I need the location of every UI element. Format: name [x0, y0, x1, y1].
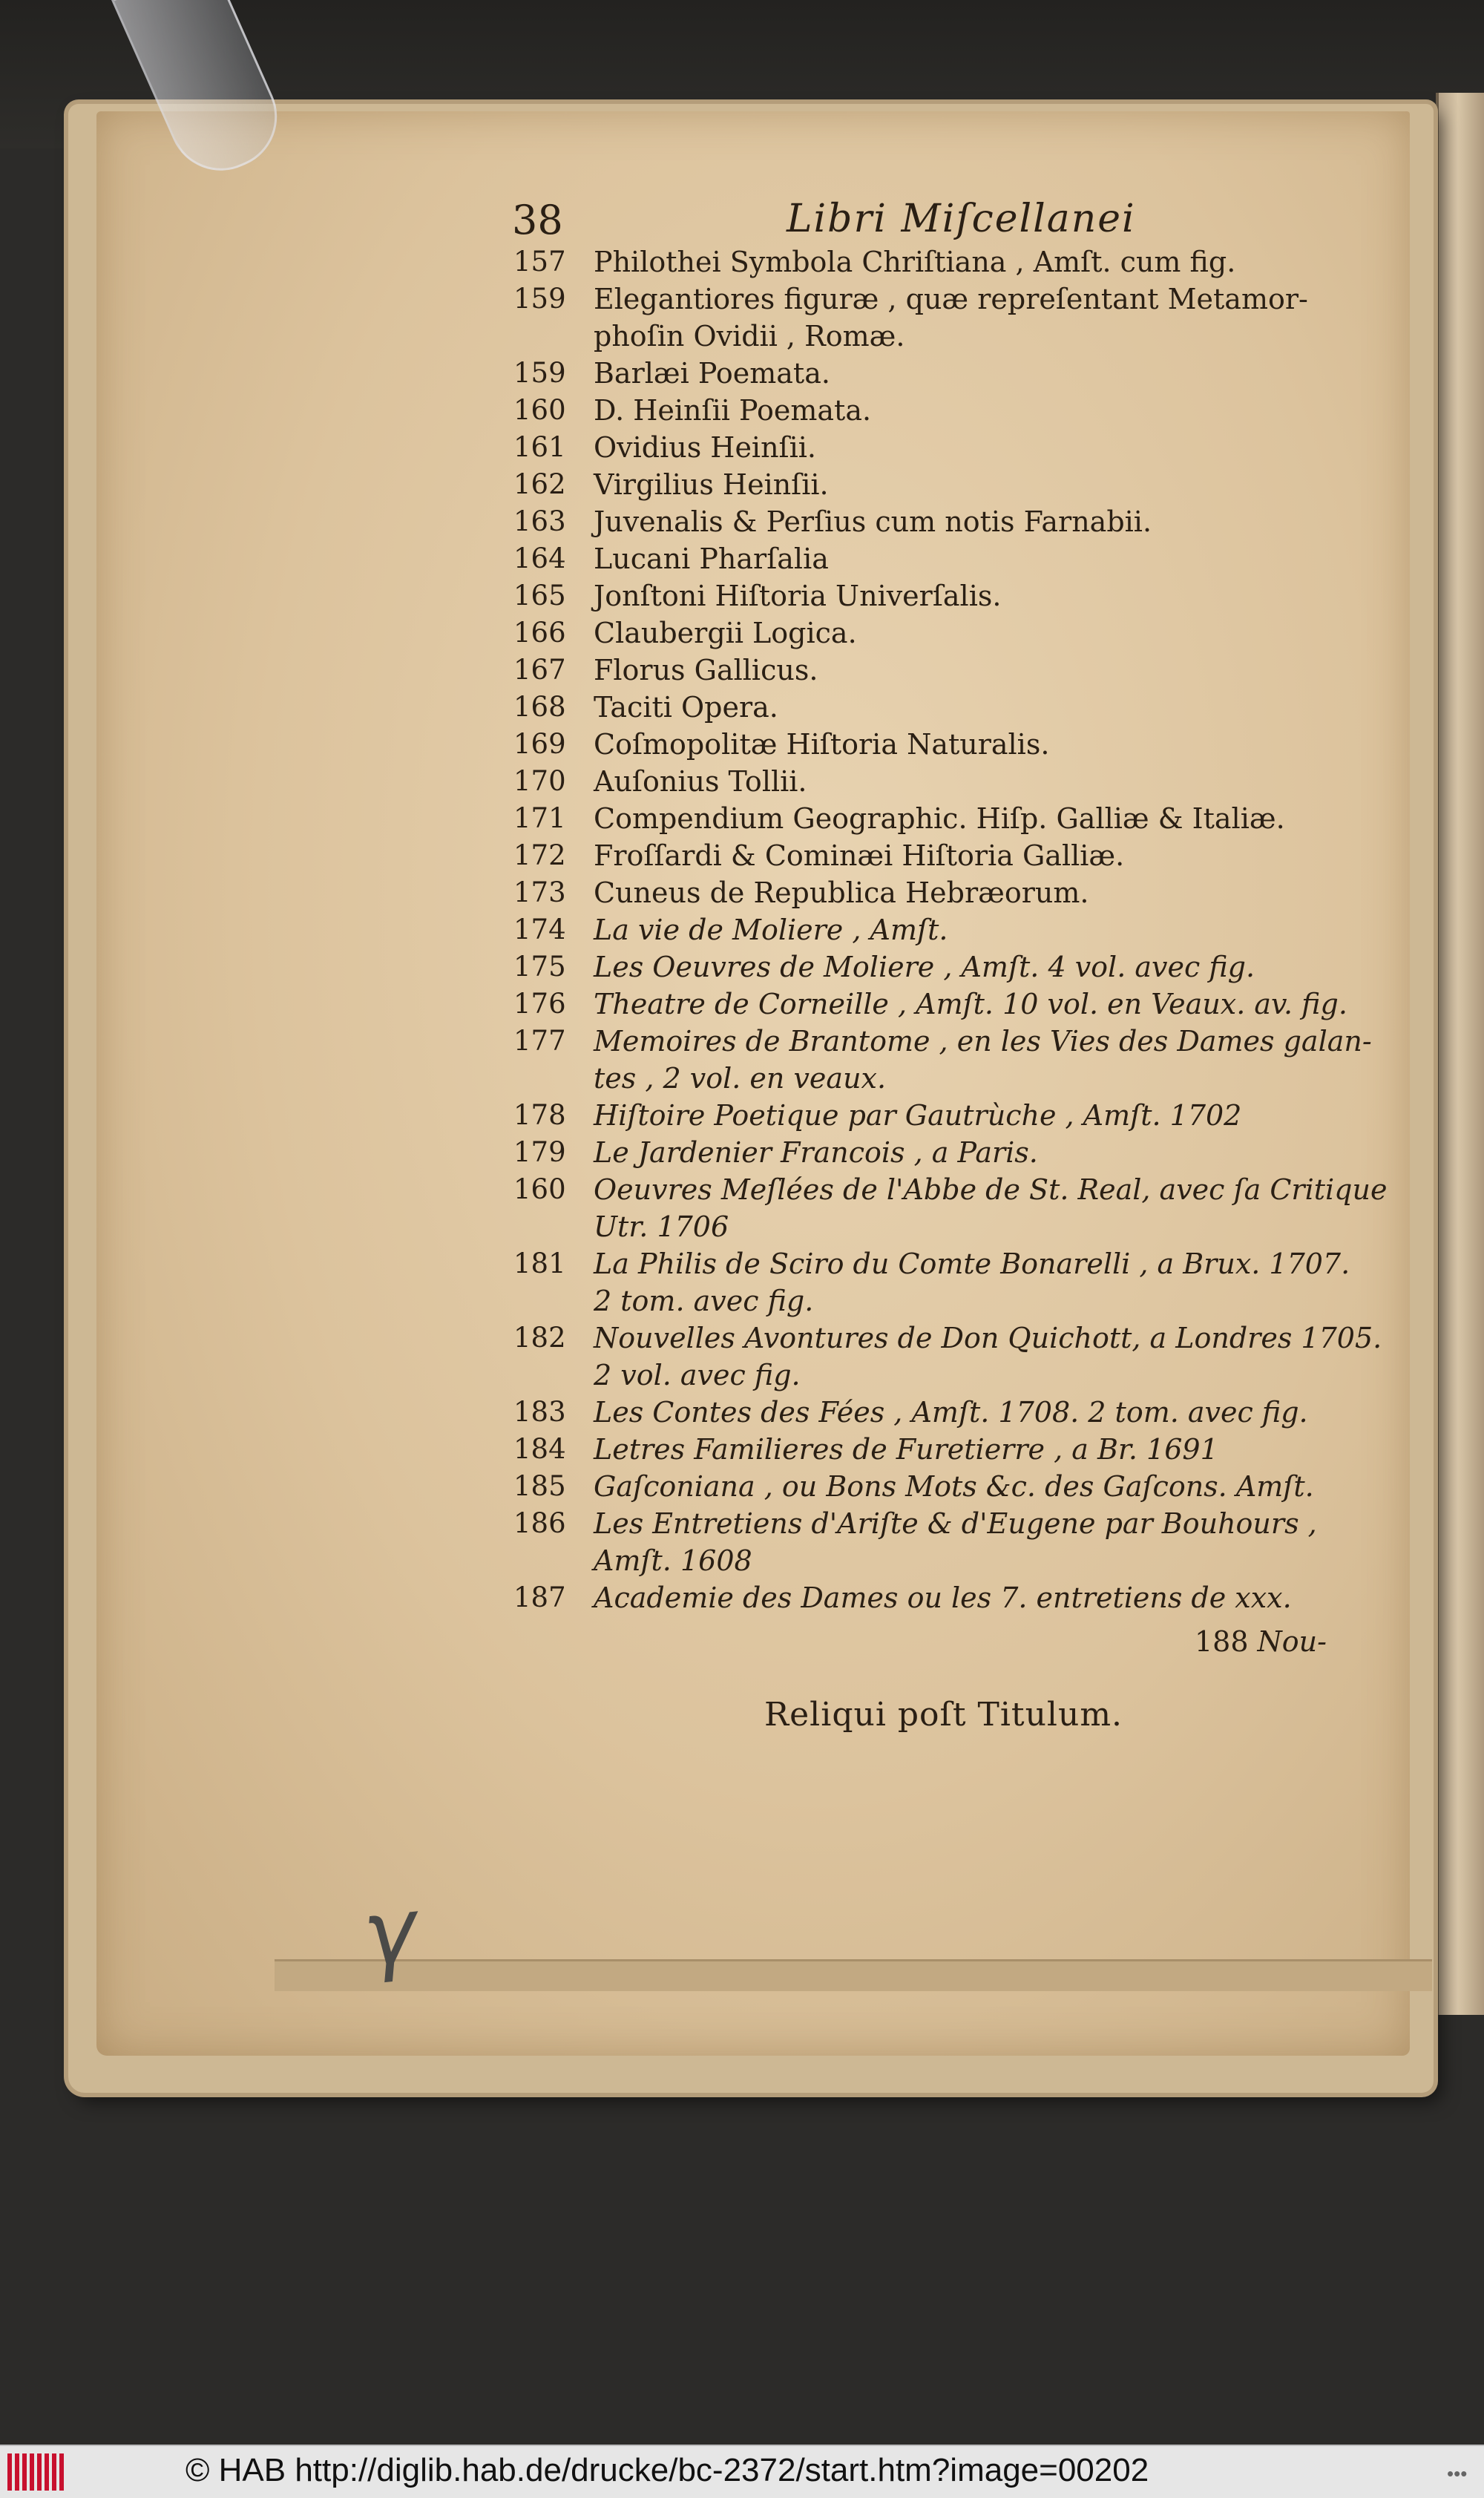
entry-number: 167	[513, 654, 566, 686]
entry-number: 160	[513, 394, 566, 426]
entry-title	[594, 355, 1373, 392]
entry-title	[594, 429, 1373, 466]
entry-number: 157	[513, 246, 566, 278]
entry-title-line: Cuneus de Republica Hebræorum.	[594, 876, 1089, 909]
entry-title-line: Letres Familieres de Furetierre , a Br. 1691	[594, 1433, 1218, 1466]
entry-number: 175	[513, 951, 566, 983]
entry-title-line: Juvenalis & Perſius cum notis Farnabii.	[594, 505, 1152, 538]
list-item	[512, 281, 1365, 355]
entry-title-line: Froſſardi & Cominæi Hiſtoria Galliæ.	[594, 839, 1125, 872]
entry-title-line: Memoires de Brantome , en les Vies des Dames galan-	[594, 1025, 1372, 1058]
entry-title	[594, 837, 1373, 874]
entry-title	[594, 1468, 1373, 1505]
footer-bar	[0, 2445, 1484, 2498]
page-number: 38	[512, 197, 563, 243]
entry-title	[594, 1579, 1373, 1616]
entry-number: 169	[513, 728, 566, 760]
entry-title	[594, 726, 1373, 763]
entry-title	[594, 392, 1373, 429]
entry-number: 186	[513, 1507, 566, 1539]
list-item	[512, 577, 1365, 614]
entry-number: 185	[513, 1470, 566, 1502]
entry-title	[594, 800, 1373, 837]
entry-title-continuation: tes , 2 vol. en veaux.	[594, 1062, 887, 1095]
entry-title	[594, 466, 1373, 503]
entry-number: 172	[513, 839, 566, 871]
entry-title	[594, 763, 1373, 800]
entry-number: 166	[513, 617, 566, 649]
catchword	[1195, 1625, 1327, 1658]
list-item	[512, 874, 1365, 911]
entry-number: 162	[513, 468, 566, 500]
entry-title	[594, 874, 1373, 911]
entry-number: 161	[513, 431, 566, 463]
entry-title-line: La vie de Moliere , Amſt.	[594, 914, 948, 946]
entry-title-continuation: 2 vol. avec fig.	[594, 1359, 801, 1391]
entry-title-line: Virgilius Heinſii.	[594, 468, 829, 501]
hab-logo-icon	[7, 2453, 64, 2491]
entry-title-line: Philothei Symbola Chriſtiana , Amſt. cum fig.	[594, 246, 1236, 278]
entry-title-line: Ovidius Heinſii.	[594, 431, 817, 464]
entry-title	[594, 1394, 1373, 1431]
entry-title	[594, 911, 1373, 948]
entry-number: 176	[513, 988, 566, 1020]
entry-title	[594, 540, 1373, 577]
list-item	[512, 540, 1365, 577]
list-item	[512, 1320, 1382, 1394]
catchword-number: 188	[1195, 1625, 1249, 1658]
entry-title-continuation: 2 tom. avec fig.	[594, 1285, 814, 1317]
list-item	[512, 1431, 1365, 1468]
entry-title-line: Theatre de Corneille , Amſt. 10 vol. en Veaux. av. fig.	[594, 988, 1347, 1020]
list-item	[512, 466, 1365, 503]
entry-number: 179	[513, 1136, 566, 1168]
entry-title	[594, 1505, 1373, 1579]
entry-number: 174	[513, 914, 566, 945]
entry-title	[594, 986, 1373, 1023]
entry-title	[594, 503, 1373, 540]
list-item	[512, 1134, 1365, 1171]
list-item	[512, 355, 1365, 392]
entry-number: 168	[513, 691, 566, 723]
entry-title-line: Lucani Pharſalia	[594, 542, 829, 575]
running-head	[512, 197, 1365, 249]
entry-title-line: Coſmopolitæ Hiſtoria Naturalis.	[594, 728, 1050, 761]
closing-line: Reliqui poſt Titulum.	[764, 1696, 1123, 1734]
entry-title-line: Les Oeuvres de Moliere , Amſt. 4 vol. avec fig.	[594, 951, 1255, 983]
list-item	[512, 1171, 1388, 1245]
entry-number: 171	[513, 802, 566, 834]
entry-number: 163	[513, 505, 566, 537]
entry-title	[594, 689, 1373, 726]
entry-title-line: Les Contes des Fées , Amſt. 1708. 2 tom. avec fig.	[594, 1396, 1308, 1429]
list-item	[512, 1468, 1365, 1505]
entry-title	[594, 1320, 1382, 1394]
entry-title-line: Hiſtoire Poetique par Gautrùche , Amſt. 1702	[594, 1099, 1242, 1132]
entry-number: 165	[513, 580, 566, 612]
entry-title-line: La Philis de Sciro du Comte Bonarelli , a Brux. 1707.	[594, 1248, 1350, 1280]
entry-title-line: Claubergii Logica.	[594, 617, 857, 649]
catalogue-list	[512, 243, 1388, 1616]
entry-number: 164	[513, 542, 566, 574]
list-item	[512, 652, 1365, 689]
entry-title-line: Academie des Dames ou les 7. entretiens de xxx.	[594, 1581, 1292, 1614]
catchword-word: Nou-	[1257, 1625, 1327, 1658]
entry-number: 159	[513, 357, 566, 389]
entry-number: 183	[513, 1396, 566, 1428]
list-item	[512, 763, 1365, 800]
list-item	[512, 1245, 1365, 1320]
list-item	[512, 986, 1365, 1023]
entry-title	[594, 1023, 1373, 1097]
list-item	[512, 726, 1365, 763]
entry-title-line: Barlæi Poemata.	[594, 357, 830, 390]
list-item	[512, 1023, 1372, 1097]
entry-number: 177	[513, 1025, 566, 1057]
entry-title	[594, 243, 1373, 281]
list-item	[512, 911, 1365, 948]
entry-number: 184	[513, 1433, 566, 1465]
entry-title-line: D. Heinſii Poemata.	[594, 394, 872, 427]
entry-title	[594, 1097, 1373, 1134]
adjacent-page-edge	[1436, 93, 1484, 2015]
list-item	[512, 503, 1365, 540]
list-item	[512, 614, 1365, 652]
list-item	[512, 429, 1365, 466]
entry-number: 182	[513, 1322, 566, 1354]
list-item	[512, 243, 1365, 281]
entry-number: 187	[513, 1581, 566, 1613]
entry-number: 178	[513, 1099, 566, 1131]
entry-title	[594, 614, 1373, 652]
list-item	[512, 948, 1365, 986]
entry-title	[594, 1431, 1373, 1468]
list-item	[512, 1394, 1365, 1431]
entry-number: 159	[513, 283, 566, 315]
pencil-mark: γ	[358, 1878, 422, 1987]
list-item	[512, 1097, 1365, 1134]
list-item	[512, 689, 1365, 726]
entry-title-continuation: phoſin Ovidii , Romæ.	[594, 320, 905, 353]
entry-title-line: Le Jardenier Francois , a Paris.	[594, 1136, 1038, 1169]
more-icon[interactable]: •••	[1447, 2462, 1468, 2485]
entry-title	[594, 1245, 1373, 1320]
entry-title-line: Taciti Opera.	[594, 691, 778, 724]
entry-title-continuation: Utr. 1706	[594, 1210, 729, 1243]
list-item	[512, 392, 1365, 429]
entry-title	[594, 577, 1373, 614]
entry-title-line: Elegantiores figuræ , quæ repreſentant Metamor-	[594, 283, 1308, 315]
entry-title	[594, 1171, 1388, 1245]
entry-title	[594, 1134, 1373, 1171]
page-bottom-edge	[275, 1959, 1432, 1991]
entry-title	[594, 948, 1373, 986]
entry-title	[594, 281, 1373, 355]
list-item	[512, 1579, 1365, 1616]
list-item	[512, 837, 1365, 874]
entry-number: 173	[513, 876, 566, 908]
entry-title-line: Jonſtoni Hiſtoria Univerſalis.	[594, 580, 1002, 612]
entry-title-continuation: Amſt. 1608	[594, 1544, 752, 1577]
entry-title-line: Les Entretiens d'Ariſte & d'Eugene par Bouhours ,	[594, 1507, 1317, 1540]
list-item	[512, 800, 1365, 837]
entry-number: 160	[513, 1173, 566, 1205]
entry-number: 181	[513, 1248, 566, 1279]
entry-title-line: Gaſconiana , ou Bons Mots &c. des Gaſcons. Amſt.	[594, 1470, 1314, 1503]
entry-title-line: Oeuvres Meſlées de l'Abbe de St. Real, avec ſa Critique	[594, 1173, 1388, 1206]
entry-title-line: Compendium Geographic. Hiſp. Galliæ & Italiæ.	[594, 802, 1285, 835]
entry-title	[594, 652, 1373, 689]
footer-copyright-url[interactable]: © HAB http://diglib.hab.de/drucke/bc-2372/start.htm?image=00202	[186, 2452, 1149, 2488]
entry-title-line: Auſonius Tollii.	[594, 765, 807, 798]
entry-number: 170	[513, 765, 566, 797]
entry-title-line: Nouvelles Avontures de Don Quichott, a Londres 1705.	[594, 1322, 1382, 1354]
running-head-title: Libri Miſcellanei	[787, 197, 1136, 241]
list-item	[512, 1505, 1365, 1579]
entry-title-line: Florus Gallicus.	[594, 654, 818, 686]
